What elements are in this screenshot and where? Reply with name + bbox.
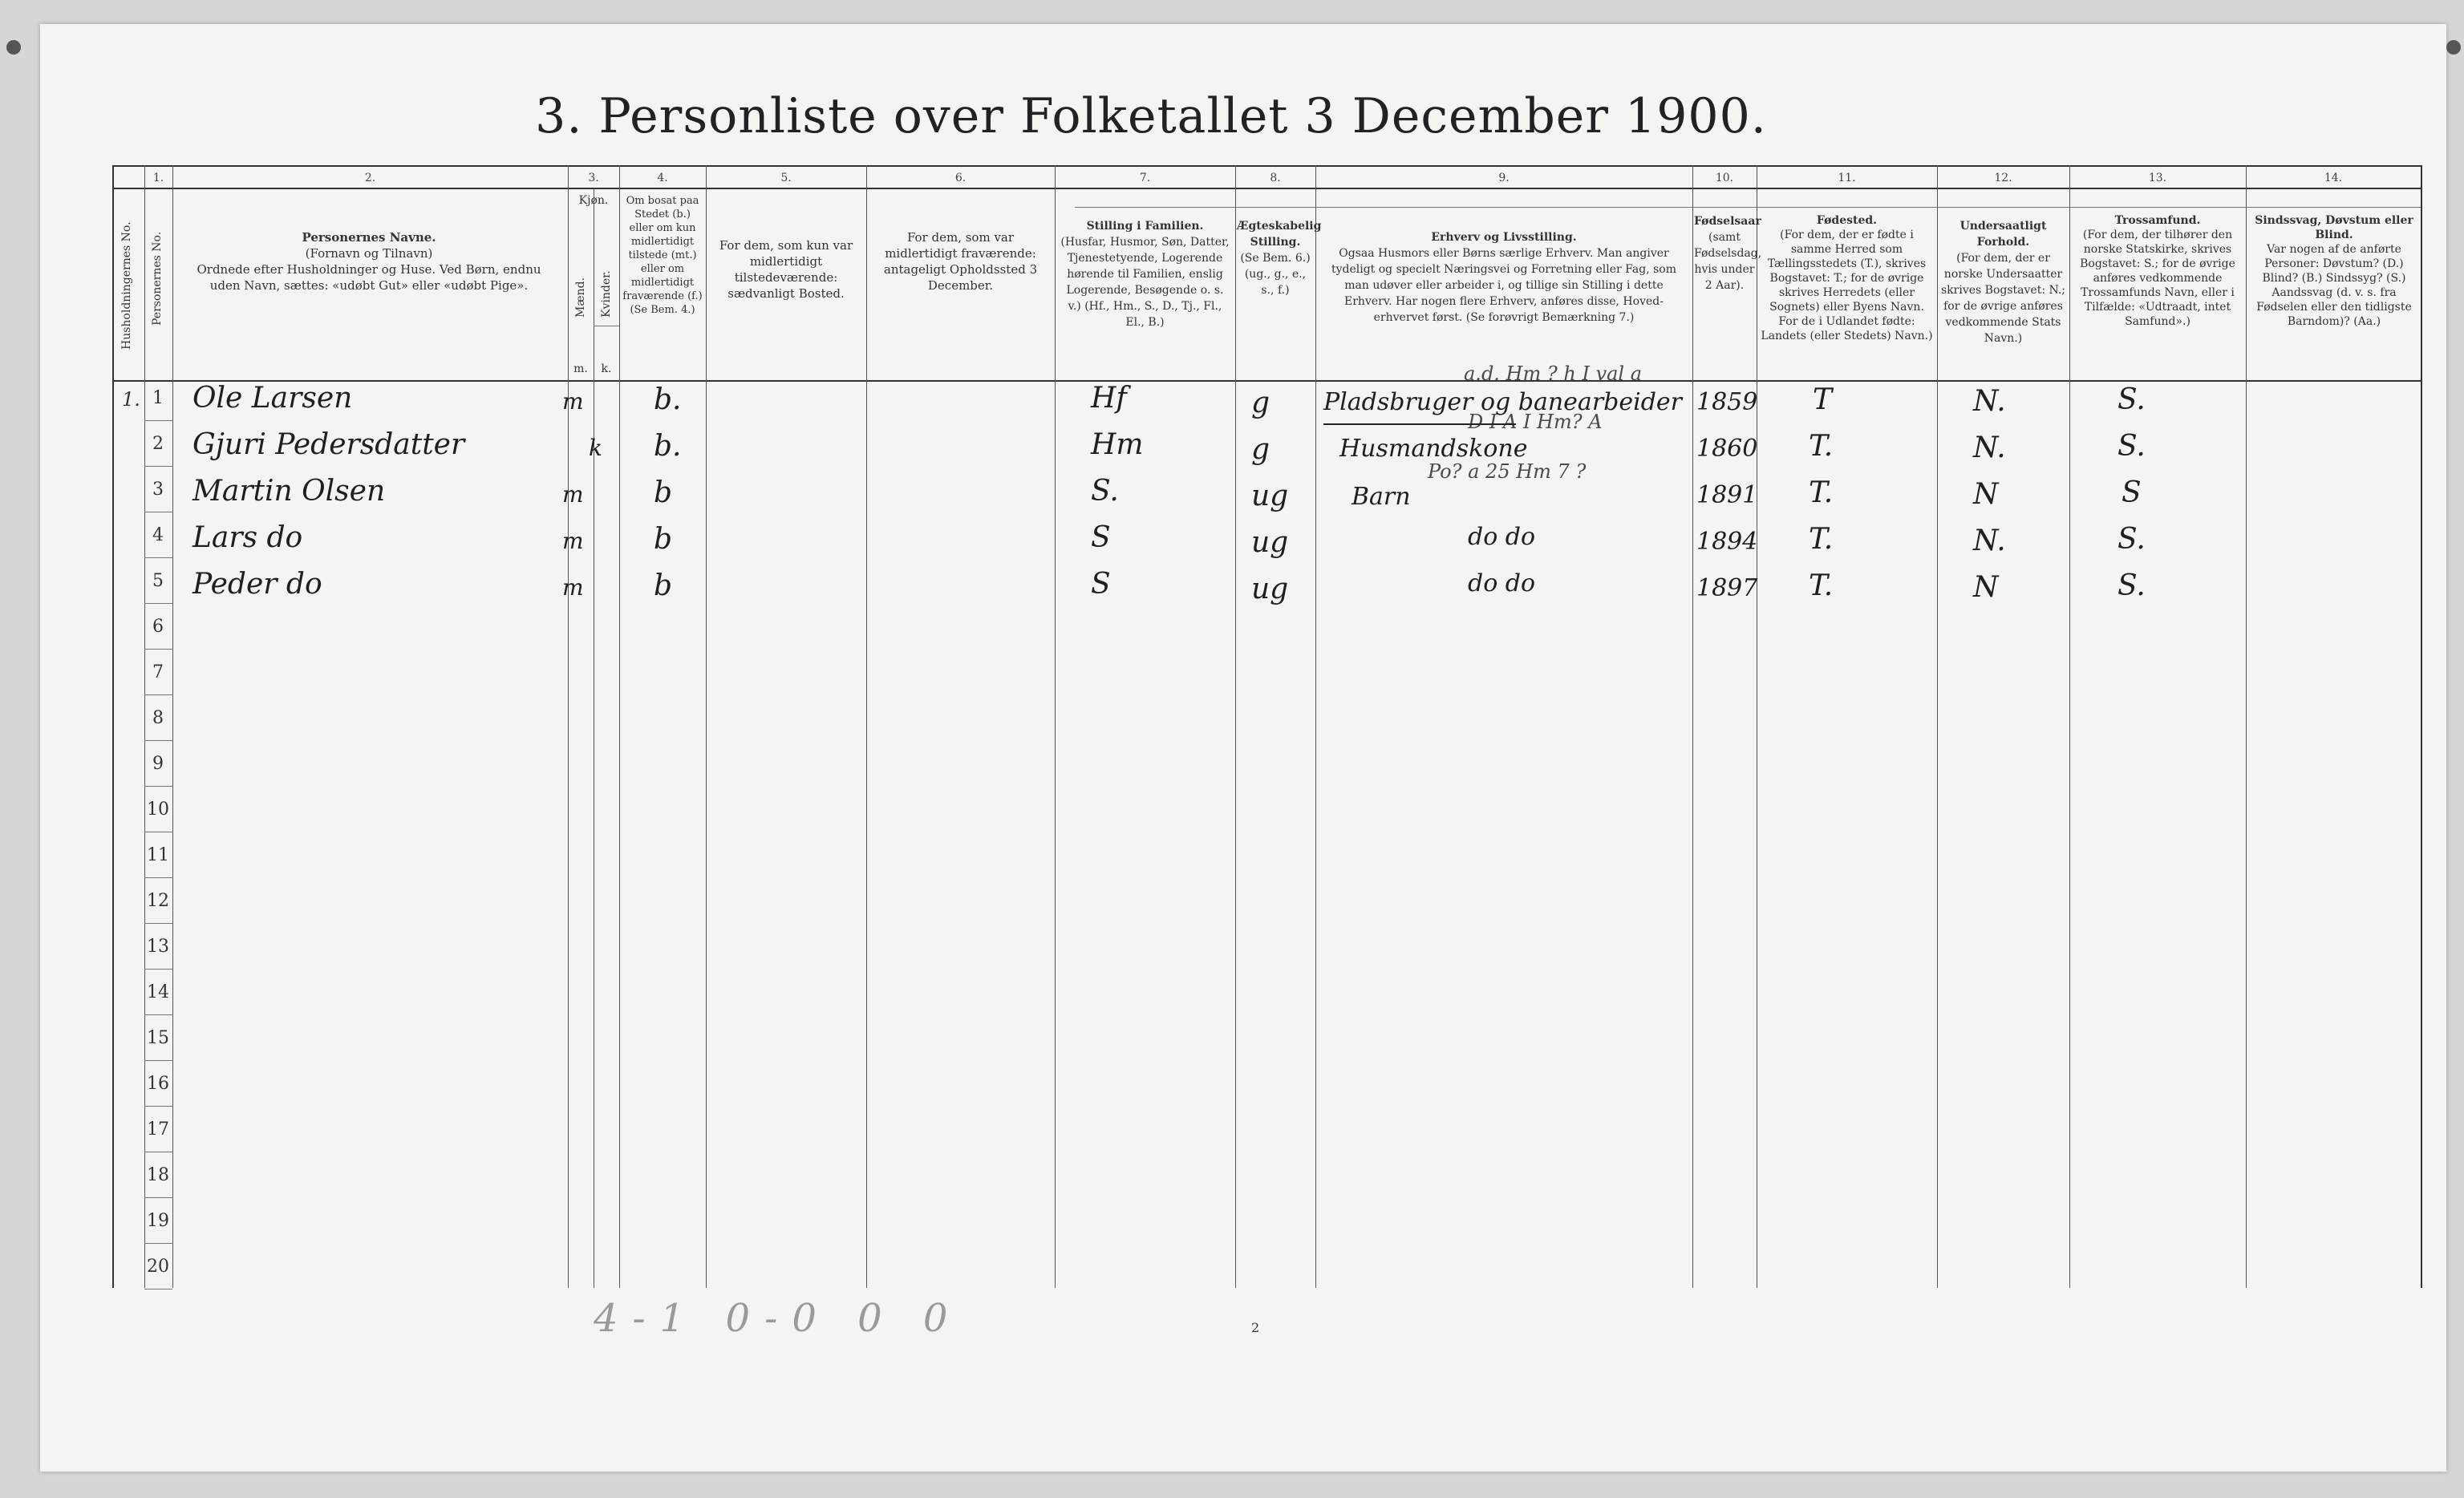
col-num-5: 5.: [780, 172, 792, 184]
col-num-14: 14.: [2324, 172, 2343, 184]
entry-name: Martin Olsen: [192, 475, 386, 508]
entry-citizenship: N: [1973, 571, 1999, 604]
scan-edge-mark: [6, 40, 21, 55]
entry-residence: b: [654, 523, 673, 556]
header-birthplace-title: Fødested.: [1816, 214, 1878, 227]
entry-residence: b.: [654, 430, 682, 463]
row-number: 3: [152, 480, 164, 500]
scan-edge-mark: [2446, 40, 2461, 55]
row-number: 5: [152, 571, 164, 591]
entry-birthplace: T.: [1809, 523, 1834, 556]
entry-name: Ole Larsen: [192, 382, 353, 415]
header-disability: [2250, 213, 2418, 329]
header-names-body: Ordnede efter Husholdninger og Huse. Ved Børn, endnu uden Navn, sættes: «udøbt Gut» eller «udøbt Pige».: [197, 262, 541, 293]
header-sex-k: k.: [601, 362, 612, 375]
entry-family: S.: [1091, 475, 1119, 508]
entry-marital: g: [1251, 387, 1270, 419]
header-birth-year-title: Fødselsaar: [1694, 215, 1761, 228]
entry-family: S: [1091, 568, 1111, 601]
header-names-sub: (Fornavn og Tilnavn): [305, 246, 433, 261]
sex-male-header: Mænd.: [574, 277, 587, 318]
header-disability-body: Var nogen af de anførte Personer: Døvstum? (D.) Blind? (B.) Sindssyg? (S.) Aandssvag (d. v. s. fra Fødselen eller den tidligste Barndom)? (Aa.): [2256, 243, 2412, 328]
header-names-title: Personernes Navne.: [302, 230, 436, 245]
header-citizenship-body: (For dem, der er norske Undersaatter skrives Bogstavet: N.; for de øvrige anføres vedkommende Stats Navn.): [1941, 252, 2066, 345]
header-marital-title: Ægteskabelig Stilling.: [1237, 220, 1322, 249]
entry-birthplace: T: [1813, 383, 1833, 416]
row-number: 1: [152, 388, 164, 408]
census-form: [112, 165, 2422, 1341]
col-num-12: 12.: [1994, 172, 2012, 184]
col-num-7: 7.: [1139, 172, 1151, 184]
entry-family: Hf: [1091, 382, 1127, 415]
entry-occupation: do do: [1468, 569, 1536, 597]
header-birth-year-body: (samt Fødselsdag, hvis under 2 Aar).: [1694, 231, 1762, 292]
entry-faith: S.: [2118, 523, 2146, 556]
entry-faith: S.: [2118, 383, 2146, 416]
header-occupation: [1323, 229, 1684, 326]
sex-female-header: Kvinder.: [600, 270, 613, 318]
entry-citizenship: N: [1973, 478, 1999, 511]
header-family-body: (Husfar, Husmor, Søn, Datter, Tjenestetyende, Logerende hørende til Familien, enslig Logerende, Besøgende o. s. v.) (Hf., Hm., S., D., Tj., Fl., El., B.): [1060, 236, 1230, 329]
entry-marital: ug: [1251, 480, 1289, 512]
header-sex-m: m.: [573, 362, 588, 375]
row-number: 17: [147, 1119, 169, 1140]
row-number: 20: [147, 1257, 169, 1277]
pencil-note: 4-1 0-0 0 0: [594, 1296, 962, 1341]
header-occupation-body: Ogsaa Husmors eller Børns særlige Erhverv. Man angiver tydeligt og specielt Næringsvei og Forretning eller Fag, som man udøver eller arbeider i, og tillige sin Stilling i dette Erhverv. Har nogen flere Erhverv, anføres disse, Hoved-erhvervet først. (Se forøvrigt Bemærkning 7.): [1331, 247, 1677, 324]
entry-occupation: Barn: [1352, 483, 1411, 511]
row-number: 6: [152, 617, 164, 637]
entry-marital: ug: [1251, 573, 1289, 605]
entry-family: S: [1091, 521, 1111, 554]
entry-occupation-note: a.d. Hm ? h I val a: [1464, 362, 1643, 385]
row-number: 10: [147, 800, 169, 820]
header-temp-absent: For dem, som var midlertidigt fraværende: antageligt Opholdssted 3 December.: [883, 230, 1038, 293]
header-sex: Kjøn.: [578, 194, 609, 207]
entry-birth-year: 1894: [1696, 528, 1758, 556]
entry-sex: k: [589, 435, 602, 461]
header-residence: Om bosat paa Stedet (b.) eller om kun midlertidigt tilstede (mt.) eller om midlertidigt fraværende (f.) (Se Bem. 4.): [622, 195, 703, 316]
entry-sex: m: [562, 574, 584, 601]
entry-faith: S.: [2118, 430, 2146, 463]
row-number: 12: [147, 891, 169, 911]
entry-birthplace: T.: [1809, 430, 1834, 463]
entry-occupation: do do: [1468, 523, 1536, 551]
col-num-6: 6.: [954, 172, 967, 184]
row-number: 16: [147, 1074, 169, 1094]
entry-occupation-note: Po? a 25 Hm 7 ?: [1428, 460, 1587, 483]
entry-birth-year: 1859: [1696, 388, 1758, 416]
entry-citizenship: N.: [1973, 431, 2006, 464]
entry-occupation-note: D I A I Hm? A: [1468, 411, 1603, 433]
header-marital-body: (Se Bem. 6.) (ug., g., e., s., f.): [1240, 252, 1311, 297]
entry-occupation: Pladsbruger og banearbeider: [1323, 388, 1683, 416]
entry-birthplace: T.: [1809, 476, 1834, 509]
entry-residence: b.: [654, 383, 682, 416]
row-number: 15: [147, 1028, 169, 1048]
entry-marital: g: [1251, 433, 1270, 466]
header-citizenship-title: Undersaatligt Forhold.: [1959, 220, 2047, 249]
header-birth-year: [1694, 213, 1762, 294]
header-birthplace-body: (For dem, der er fødte i samme Herred som Tællingsstedets (T.), skrives Bogstavet: T.; for de øvrige skrives Herredets (eller Sognets) eller Byens Navn. For de i Udlandet fødte: Landets (eller Stedets) Navn.): [1761, 229, 1933, 342]
header-names: [180, 229, 557, 294]
entry-faith: S: [2122, 476, 2142, 509]
header-occupation-title: Erhverv og Livsstilling.: [1431, 231, 1577, 244]
col-num-3: 3.: [588, 172, 599, 184]
row-number: 4: [152, 525, 164, 545]
header-birthplace: [1761, 213, 1933, 343]
entry-marital: ug: [1251, 526, 1289, 559]
header-family: [1059, 218, 1231, 330]
entry-residence: b: [654, 569, 673, 602]
col-num-1: 1.: [152, 172, 164, 184]
row-number: 11: [147, 845, 169, 865]
row-number: 7: [152, 662, 164, 682]
entry-birthplace: T.: [1809, 569, 1834, 602]
census-sheet: [40, 24, 2446, 1472]
header-faith-title: Trossamfund.: [2114, 214, 2201, 227]
entry-birth-year: 1891: [1696, 481, 1758, 509]
entry-faith: S.: [2118, 569, 2146, 602]
person-no-header: Personernes No.: [151, 231, 164, 326]
entry-sex: m: [562, 481, 584, 508]
entry-sex: m: [562, 528, 584, 554]
header-citizenship: [1941, 218, 2065, 346]
entry-name: Peder do: [192, 568, 322, 601]
header-temp-present: For dem, som kun var midlertidigt tilstedeværende: sædvanligt Bosted.: [719, 238, 853, 301]
page-title: 3. Personliste over Folketallet 3 December 1900.: [535, 88, 1767, 144]
header-faith-body: (For dem, der tilhører den norske Statskirke, skrives Bogstavet: S.; for de øvrige anføres vedkommende Trossamfunds Navn, eller i Tilfælde: «Udtraadt, intet Samfund».): [2080, 229, 2235, 328]
col-num-8: 8.: [1270, 172, 1281, 184]
col-num-9: 9.: [1498, 172, 1510, 184]
entry-citizenship: N.: [1973, 524, 2006, 557]
entry-name: Lars do: [192, 521, 303, 554]
col-num-11: 11.: [1838, 172, 1856, 184]
household-number: 1.: [122, 388, 140, 411]
header-faith: [2073, 213, 2242, 329]
entry-citizenship: N.: [1973, 385, 2006, 418]
entry-family: Hm: [1091, 428, 1144, 461]
header-disability-title: Sindssvag, Døvstum eller Blind.: [2255, 214, 2413, 241]
entry-name: Gjuri Pedersdatter: [192, 428, 465, 461]
row-number: 2: [152, 434, 164, 454]
col-num-10: 10.: [1715, 172, 1734, 184]
entry-birth-year: 1897: [1696, 574, 1758, 602]
row-number: 8: [152, 708, 164, 728]
page-number: 2: [1251, 1320, 1260, 1335]
row-number: 13: [147, 937, 169, 957]
entry-birth-year: 1860: [1696, 435, 1758, 463]
header-family-title: Stilling i Familien.: [1086, 220, 1204, 233]
entry-residence: b: [654, 476, 673, 509]
col-num-4: 4.: [657, 172, 668, 184]
col-num-2: 2.: [364, 172, 376, 184]
entry-occupation: Husmandskone: [1339, 435, 1528, 463]
header-marital: [1237, 218, 1322, 298]
row-number: 9: [152, 754, 164, 774]
col-num-13: 13.: [2148, 172, 2167, 184]
entry-sex: m: [562, 388, 584, 415]
row-number: 19: [147, 1211, 169, 1231]
household-no-header: Husholdningernes No.: [120, 221, 133, 350]
row-number: 14: [147, 982, 169, 1002]
row-number: 18: [147, 1165, 169, 1185]
